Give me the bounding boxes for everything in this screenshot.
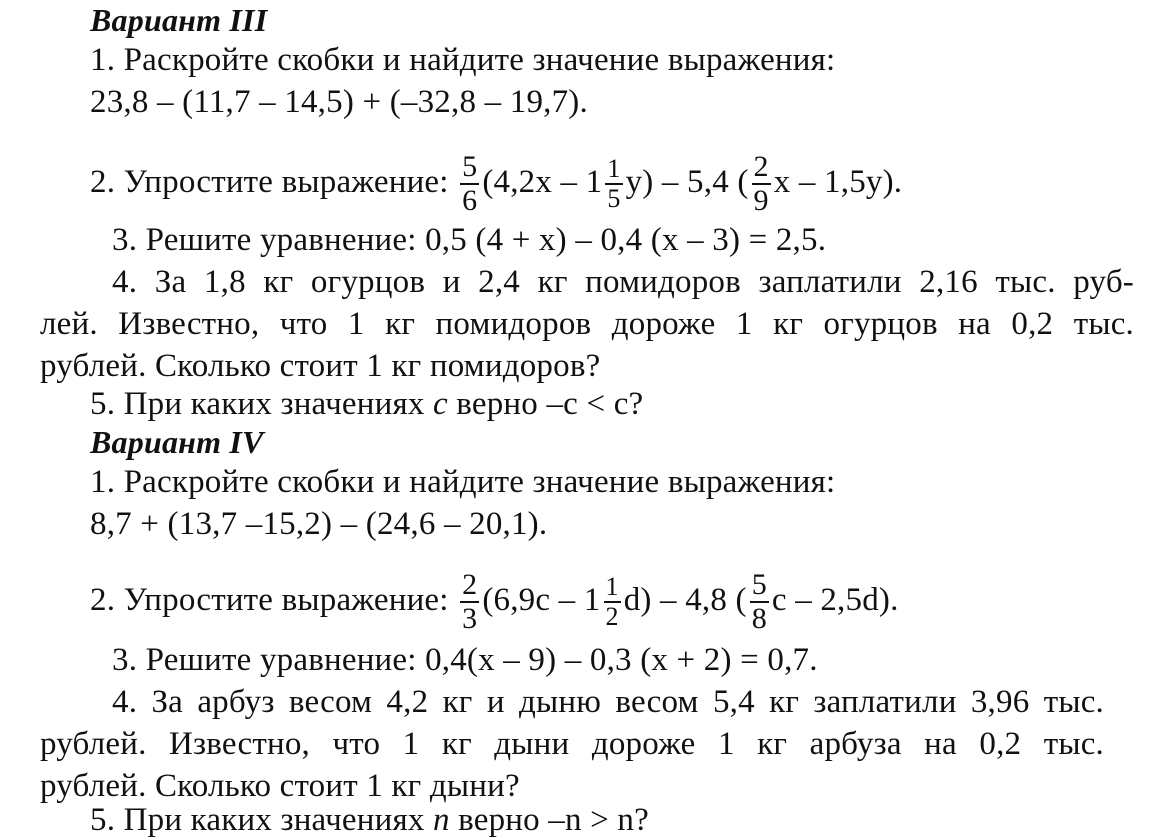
variant-4-task-2-part-1: (6,9c – 1 xyxy=(482,582,601,618)
variant-4-task-3: 3. Решите уравнение: 0,4(x – 9) – 0,3 (x + 2) = 0,7. xyxy=(112,642,818,678)
variant-4-task-2-part-2: d) – 4,8 ( xyxy=(623,582,747,618)
variant-4-task-4-line-1: 4. За арбуз весом 4,2 кг и дыню весом 5,4 кг заплатили 3,96 тыс. xyxy=(112,684,1104,720)
variant-4-task-5-suffix: верно –n > n? xyxy=(458,802,649,838)
variant-3-task-4-line-3: рублей. Сколько стоит 1 кг помидоров? xyxy=(40,348,601,384)
variant-3-task-2-fraction-3 xyxy=(752,151,771,217)
variant-3-task-1-expression: 23,8 – (11,7 – 14,5) + (–32,8 – 19,7). xyxy=(90,84,588,120)
fraction-numerator: 2 xyxy=(462,568,478,602)
variant-4-heading: Вариант IV xyxy=(90,424,264,460)
variant-3-task-4-line-1: 4. За 1,8 кг огурцов и 2,4 кг помидоров заплатили 2,16 тыс. руб- xyxy=(112,264,1134,300)
fraction-denominator: 3 xyxy=(462,602,478,636)
fraction-numerator: 5 xyxy=(462,150,478,184)
variant-4-task-5 xyxy=(90,800,649,840)
variant-4-task-4-line-2: рублей. Известно, что 1 кг дыни дороже 1 кг арбуза на 0,2 тыс. xyxy=(40,726,1104,762)
fraction-denominator: 5 xyxy=(607,184,621,214)
variant-3-task-2-part-1: (4,2x – 1 xyxy=(482,164,603,200)
variant-3-task-2 xyxy=(90,150,902,217)
fraction-denominator: 6 xyxy=(462,184,478,218)
variant-4-task-2-part-3: c – 2,5d). xyxy=(771,582,899,618)
fraction-denominator: 9 xyxy=(753,184,769,218)
fraction-denominator: 8 xyxy=(751,602,767,636)
fraction-numerator: 5 xyxy=(751,568,767,602)
variant-4-task-5-prefix: 5. При каких значениях xyxy=(90,802,425,838)
variant-3-task-2-fraction-2 xyxy=(605,155,622,213)
variant-4-task-5-variable: n xyxy=(432,802,450,838)
fraction-numerator: 1 xyxy=(607,154,621,184)
variant-4-task-4-line-3: рублей. Сколько стоит 1 кг дыни? xyxy=(40,768,520,804)
variant-4-task-2-fraction-3 xyxy=(750,569,769,635)
fraction-denominator: 2 xyxy=(605,602,619,632)
variant-4-task-2-prefix: 2. Упростите выражение: xyxy=(90,582,449,618)
variant-4-task-1-expression: 8,7 + (13,7 –15,2) – (24,6 – 20,1). xyxy=(90,506,548,542)
variant-3-task-2-part-3: x – 1,5y). xyxy=(773,164,903,200)
variant-3-task-2-part-2: y) – 5,4 ( xyxy=(625,164,749,200)
variant-4-task-2-fraction-1 xyxy=(460,569,479,635)
variant-3-task-5-variable: c xyxy=(432,386,448,422)
variant-4-task-1-text: 1. Раскройте скобки и найдите значение выражения: xyxy=(90,464,836,500)
fraction-numerator: 1 xyxy=(605,572,619,602)
variant-4-task-2 xyxy=(90,568,899,635)
variant-4-task-2-fraction-2 xyxy=(604,573,621,631)
variant-3-task-5-prefix: 5. При каких значениях xyxy=(90,386,425,422)
fraction-numerator: 2 xyxy=(753,150,769,184)
variant-3-task-5 xyxy=(90,384,643,424)
variant-3-task-4-line-2: лей. Известно, что 1 кг помидоров дороже 1 кг огурцов на 0,2 тыс. xyxy=(40,306,1134,342)
variant-3-task-5-suffix: верно –c < c? xyxy=(456,386,644,422)
variant-3-task-2-prefix: 2. Упростите выражение: xyxy=(90,164,449,200)
variant-3-heading: Вариант III xyxy=(90,2,268,38)
variant-3-task-1-text: 1. Раскройте скобки и найдите значение выражения: xyxy=(90,42,836,78)
variant-3-task-3: 3. Решите уравнение: 0,5 (4 + x) – 0,4 (x – 3) = 2,5. xyxy=(112,222,827,258)
variant-3-task-2-fraction-1 xyxy=(460,151,479,217)
